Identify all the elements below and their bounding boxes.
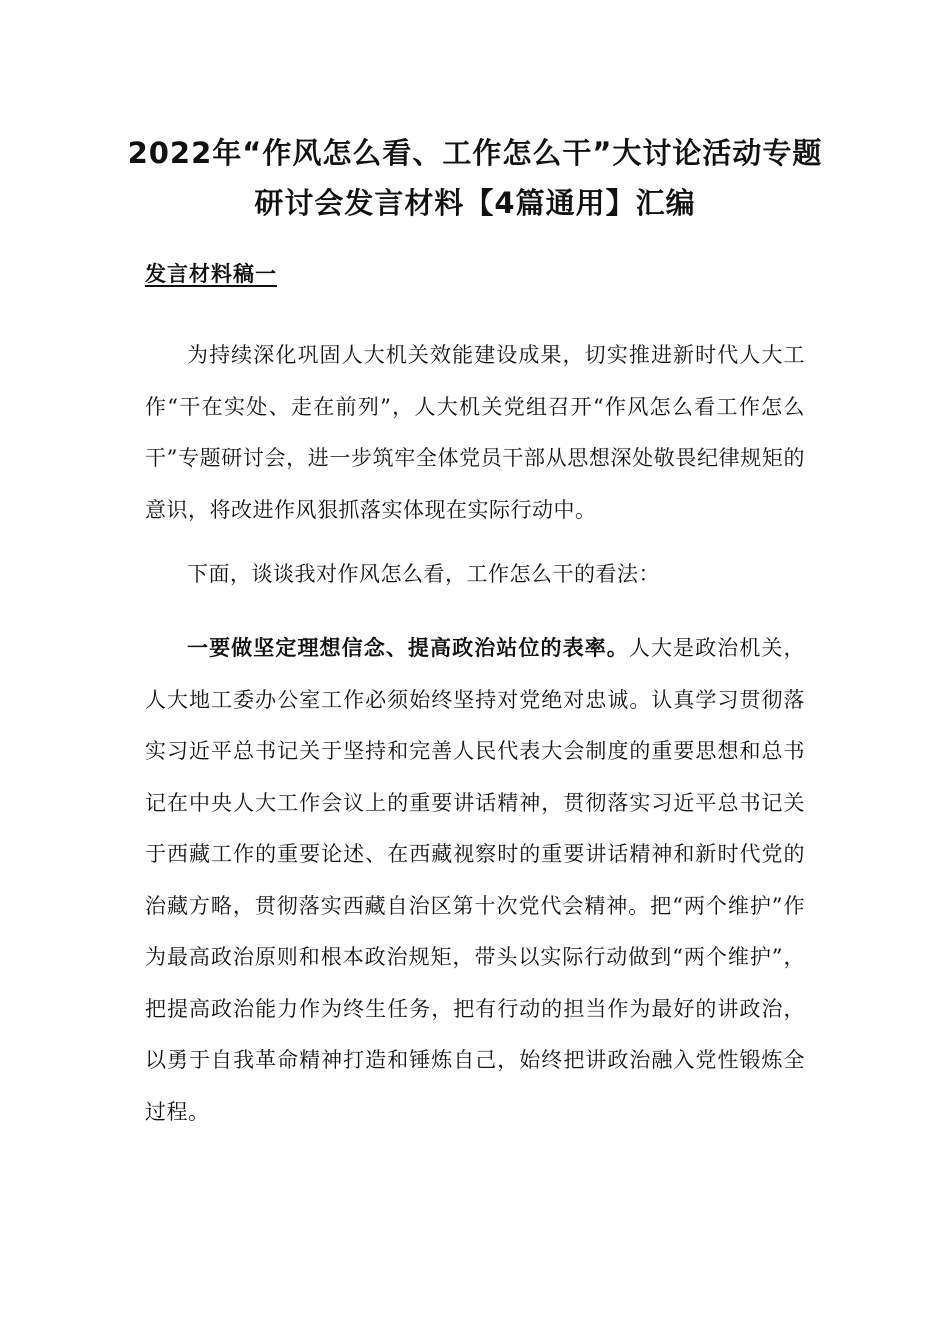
paragraph-transition: 下面，谈谈我对作风怎么看，工作怎么干的看法： bbox=[187, 562, 660, 586]
paragraph-body-text: 人大是政治机关，人大地工委办公室工作必须始终坚持对党绝对忠诚。认真学习贯彻落实习近平总书记关于坚持和完善人民代表大会制度的重要思想和总书记在中央人大工作会议上的重要讲话精神，贯彻落实习近平总书记关于西藏工作的重要论述、在西藏视察时的重要讲话精神和新时代党的治藏方略，贯彻落实西藏自治区第十次党代会精神。把“两个维护”作为最高政治原则和根本政治规矩，带头以实际行动做到“两个维护”，把提高政治能力作为终生任务，把有行动的担当作为最好的讲政治，以勇于自我革命精神打造和锤炼自己，始终把讲政治融入党性锻炼全过程。 bbox=[145, 636, 806, 1124]
section-heading: 发言材料稿一 bbox=[145, 261, 277, 286]
document-title: 2022年“作风怎么看、工作怎么干”大讨论活动专题研讨会发言材料【4篇通用】汇编 bbox=[127, 136, 823, 220]
paragraph-lead-text: 一要做坚定理想信念、提高政治站位的表率。 bbox=[187, 636, 629, 660]
paragraph-intro: 为持续深化巩固人大机关效能建设成果，切实推进新时代人大工作“干在实处、走在前列”，人大机关党组召开“作风怎么看工作怎么干”专题研讨会，进一步筑牢全体党员干部从思想深处敬畏纪律规矩的意识，将改进作风狠抓落实体现在实际行动中。 bbox=[145, 343, 805, 522]
paragraph-point-one bbox=[145, 623, 805, 1138]
